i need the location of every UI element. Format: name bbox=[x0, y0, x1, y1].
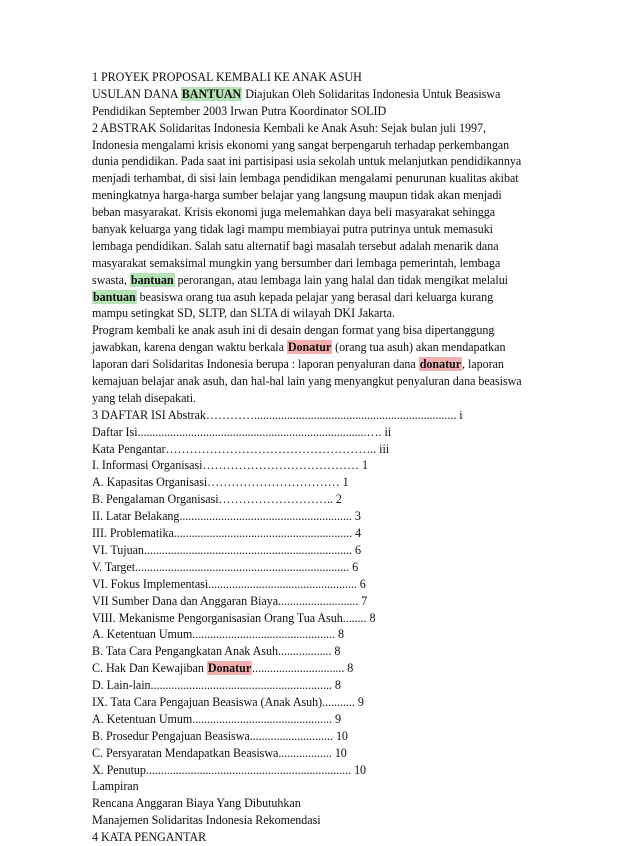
text-line bbox=[92, 626, 552, 643]
text-run: B. Tata Cara Pengangkatan Anak Asuh.................. 8 bbox=[92, 644, 341, 659]
text-run: Pendidikan September 2003 Irwan Putra Koordinator SOLID bbox=[92, 103, 387, 118]
text-line bbox=[92, 829, 552, 846]
text-run: 1 PROYEK PROPOSAL KEMBALI KE ANAK ASUH bbox=[92, 70, 362, 84]
text-run: D. Lain-lain............................................................. 8 bbox=[92, 678, 341, 693]
text-line bbox=[92, 457, 552, 474]
text-run: IX. Tata Cara Pengajuan Beasiswa (Anak Asuh)........... 9 bbox=[92, 694, 364, 709]
text-run: Daftar Isi.............................................................................…. ii bbox=[92, 424, 392, 439]
highlighted-keyword: bantuan bbox=[130, 272, 174, 287]
text-line bbox=[92, 762, 552, 779]
text-run: perorangan, atau lembaga lain yang halal dan tidak mengikat melalui bbox=[174, 272, 508, 287]
text-line bbox=[92, 305, 552, 322]
text-run: beban masyarakat. Krisis ekonomi juga melemahkan daya beli masyarakat sehingga bbox=[92, 205, 496, 220]
text-line bbox=[92, 491, 552, 508]
text-line bbox=[92, 238, 552, 255]
text-line bbox=[92, 390, 552, 407]
text-run: V. Target........................................................................ 6 bbox=[92, 559, 359, 574]
text-run: Indonesia mengalami krisis ekonomi yang sangat berpengaruh terhadap perkembangan bbox=[92, 137, 510, 152]
text-line bbox=[92, 576, 552, 593]
text-run: Program kembali ke anak asuh ini di desain dengan format yang bisa dipertanggung bbox=[92, 323, 495, 338]
text-line bbox=[92, 677, 552, 694]
highlighted-keyword: donatur bbox=[419, 357, 462, 372]
text-line bbox=[92, 795, 552, 812]
text-run: masyarakat semaksimal mungkin yang bersumber dari lembaga pemerintah, lembaga bbox=[92, 255, 501, 270]
text-line bbox=[92, 356, 552, 373]
text-line bbox=[92, 474, 552, 491]
text-run: menjadi terhambat, di sisi lain lembaga pendidikan mengalami penurunan kualitas akibat bbox=[92, 171, 519, 186]
text-line bbox=[92, 778, 552, 795]
text-line bbox=[92, 711, 552, 728]
text-line bbox=[92, 525, 552, 542]
text-run: banyak keluarga yang tidak lagi mampu membiayai putra putrinya untuk memasuki bbox=[92, 222, 493, 237]
highlighted-keyword: bantuan bbox=[93, 289, 136, 304]
text-run: beasiswa orang tua asuh kepada pelajar yang berasal dari keluarga kurang bbox=[136, 289, 494, 304]
text-run: VIII. Mekanisme Pengorganisasian Orang Tua Asuh........ 8 bbox=[92, 610, 376, 625]
text-run: C. Hak Dan Kewajiban bbox=[92, 661, 207, 676]
text-run: swasta, bbox=[92, 272, 130, 287]
text-line bbox=[92, 407, 552, 424]
text-run: yang telah disepakati. bbox=[92, 390, 197, 405]
text-run: 4 KATA PENGANTAR bbox=[92, 830, 207, 845]
text-line bbox=[92, 187, 552, 204]
text-line bbox=[92, 339, 552, 356]
highlighted-keyword: BANTUAN bbox=[181, 86, 242, 101]
text-line bbox=[92, 542, 552, 559]
text-run: mampu setingkat SD, SLTP, dan SLTA di wilayah DKI Jakarta. bbox=[92, 306, 395, 321]
text-run: B. Prosedur Pengajuan Beasiswa............................ 10 bbox=[92, 728, 348, 743]
text-run: II. Latar Belakang.......................................................... 3 bbox=[92, 509, 361, 524]
text-run: Rencana Anggaran Biaya Yang Dibutuhkan bbox=[92, 796, 301, 811]
text-run: C. Persyaratan Mendapatkan Beasiswa.................. 10 bbox=[92, 745, 347, 760]
text-line bbox=[92, 745, 552, 762]
text-run: Kata Pengantar…………………………………………….. iii bbox=[92, 441, 390, 456]
text-run: laporan dari Solidaritas Indonesia berupa : laporan penyaluran dana bbox=[92, 357, 419, 372]
text-run: kemajuan belajar anak asuh, dan hal-hal lain yang menyangkut penyaluran dana beasiswa bbox=[92, 374, 522, 389]
text-line bbox=[92, 424, 552, 441]
text-run: A. Ketentuan Umum............................................... 9 bbox=[92, 711, 341, 726]
text-run: VII Sumber Dana dan Anggaran Biaya........................... 7 bbox=[92, 593, 368, 608]
text-line bbox=[92, 593, 552, 610]
text-run: ............................... 8 bbox=[252, 661, 354, 676]
highlighted-keyword: Donatur bbox=[207, 661, 252, 676]
text-run: X. Penutup..................................................................... 10 bbox=[92, 762, 367, 777]
text-line bbox=[92, 153, 552, 170]
text-line bbox=[92, 322, 552, 339]
text-run: Manajemen Solidaritas Indonesia Rekomendasi bbox=[92, 813, 321, 828]
text-line bbox=[92, 660, 552, 677]
text-run: dunia pendidikan. Pada saat ini partisipasi usia sekolah untuk melanjutkan pendidikannya bbox=[92, 154, 522, 169]
highlighted-keyword: Donatur bbox=[287, 340, 332, 355]
text-run: A. Ketentuan Umum................................................ 8 bbox=[92, 627, 344, 642]
text-line bbox=[92, 728, 552, 745]
text-line bbox=[92, 289, 552, 306]
text-line bbox=[92, 170, 552, 187]
text-line bbox=[92, 559, 552, 576]
text-run: I. Informasi Organisasi………………………………… 1 bbox=[92, 458, 369, 473]
text-line bbox=[92, 86, 552, 103]
text-line bbox=[92, 69, 552, 86]
text-run: III. Problematika............................................................ 4 bbox=[92, 526, 362, 541]
text-line bbox=[92, 272, 552, 289]
text-line bbox=[92, 812, 552, 829]
text-run: jawabkan, karena dengan waktu berkala bbox=[92, 340, 287, 355]
text-run: lembaga pendidikan. Salah satu alternatif bagi masalah tersebut adalah menarik dana bbox=[92, 238, 499, 253]
text-line bbox=[92, 441, 552, 458]
text-run: A. Kapasitas Organisasi…………………………… 1 bbox=[92, 475, 349, 490]
text-line bbox=[92, 255, 552, 272]
document-body bbox=[92, 69, 552, 846]
text-line bbox=[92, 221, 552, 238]
text-run: , laporan bbox=[462, 357, 504, 372]
text-run: VI. Fokus Implementasi.................................................. 6 bbox=[92, 576, 366, 591]
text-line bbox=[92, 137, 552, 154]
text-run: (orang tua asuh) akan mendapatkan bbox=[332, 340, 506, 355]
text-line bbox=[92, 508, 552, 525]
text-line bbox=[92, 610, 552, 627]
text-run: 2 ABSTRAK Solidaritas Indonesia Kembali ke Anak Asuh: Sejak bulan juli 1997, bbox=[92, 120, 486, 135]
text-run: VI. Tujuan...................................................................... 6 bbox=[92, 542, 362, 557]
text-run: Lampiran bbox=[92, 779, 139, 794]
text-run: B. Pengalaman Organisasi……………………….. 2 bbox=[92, 492, 342, 507]
text-line bbox=[92, 643, 552, 660]
text-run: meningkatnya harga-harga sumber belajar yang langsung maupun tidak akan menjadi bbox=[92, 188, 502, 203]
text-line bbox=[92, 204, 552, 221]
text-line bbox=[92, 120, 552, 137]
text-run: Diajukan Oleh Solidaritas Indonesia Untuk Beasiswa bbox=[242, 86, 501, 101]
text-line bbox=[92, 103, 552, 120]
text-run: 3 DAFTAR ISI Abstrak………….................................................................... i bbox=[92, 407, 463, 422]
text-line bbox=[92, 694, 552, 711]
text-line bbox=[92, 373, 552, 390]
text-run: USULAN DANA bbox=[92, 86, 181, 101]
